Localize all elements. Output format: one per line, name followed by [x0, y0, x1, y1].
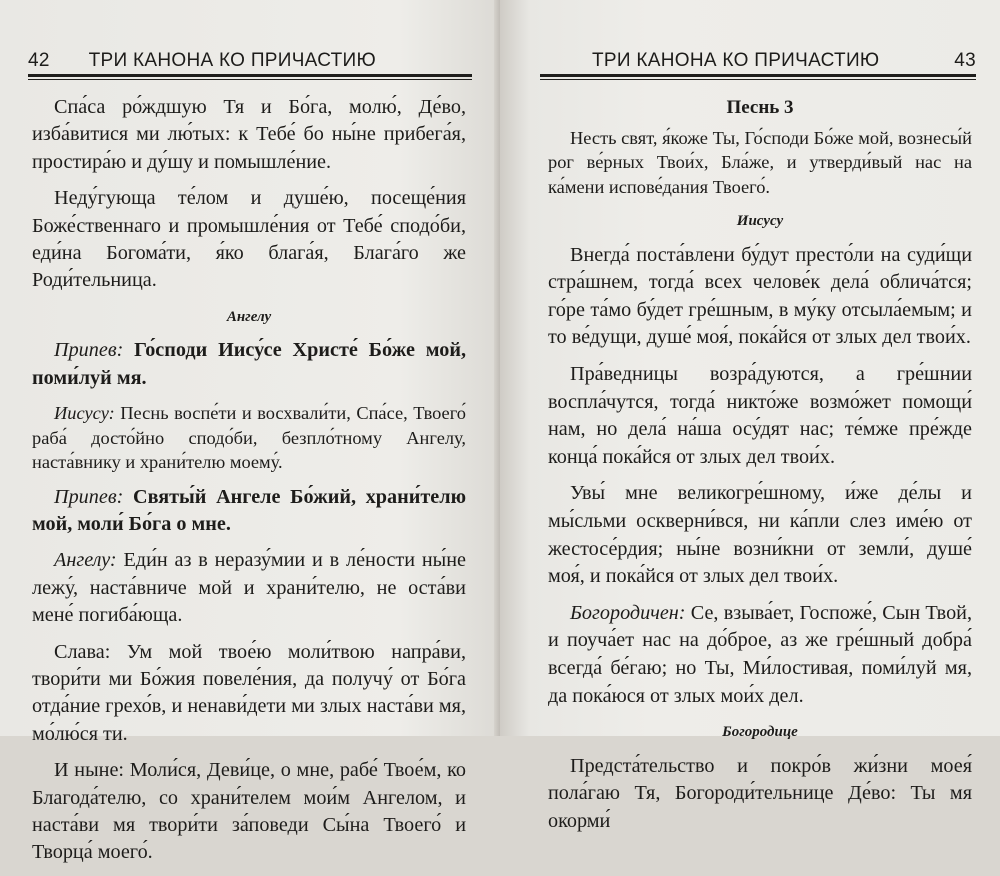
- right-page-header: [540, 44, 976, 72]
- troparion-jesus: [32, 401, 466, 475]
- left-page: [0, 0, 500, 864]
- verse-text: Ум мой твое́ю моли́твою напра́ви, твори́ти ми Бо́жия повеле́ния, да получу́ от Бо́га отда́ние грехо́в, и ненави́дети ми злых наста́ви мя, мо́лю́ся ти.: [32, 640, 467, 745]
- verse-label: И ныне:: [54, 759, 125, 782]
- header-rule-thin: [540, 79, 976, 80]
- verse-label: Иисусу:: [54, 403, 115, 424]
- refrain-1: [32, 337, 466, 392]
- verse-label: Ангелу:: [54, 549, 117, 572]
- verse-label: Слава:: [54, 640, 111, 663]
- header-rule-thin: [28, 79, 472, 80]
- verse-label: Богородичен:: [570, 601, 686, 624]
- paragraph: Спа́са ро́ждшую Тя и Бо́га, молю́, Де́во, изба́витися ми лю́тых: к Тебе́ бо ны́не прибега́я, простира́ю и ду́шу и помышле́ние.: [32, 96, 466, 173]
- paragraph: Неду́гующа те́лом и душе́ю, посеще́ния Боже́ственнаго и промышле́ния от Тебе́ сподо́би, еди́на Богома́ти, я́ко блага́я, Блага́го же Роди́тельница.: [32, 187, 466, 292]
- theotokion: [548, 600, 972, 710]
- right-page-text: [548, 94, 972, 845]
- paragraph: Предста́тельство и покро́в жи́зни моея́ пола́гаю Тя, Богороди́тельнице Де́во: Ты мя окорми́: [548, 754, 972, 832]
- irmos: Несть свят, я́коже Ты, Го́споди Бо́же мой, вознесы́й рог ве́рных Твои́х, Бла́же, и утверди́вый нас на ка́мени испове́дания Твоего́.: [548, 127, 972, 197]
- now-verse: [32, 757, 466, 867]
- section-heading-angel: Ангелу: [226, 308, 272, 325]
- paragraph: Пра́ведницы возра́дуются, а гре́шнии воспла́чутся, тогда́ никто́же возмо́жет помощи́ нам, но дела́ на́ша осу́дят нас; те́мже пре́жде конца́ пока́йся от злых дел твои́х.: [548, 363, 972, 468]
- running-title-left: ТРИ КАНОНА КО ПРИЧАСТИЮ: [88, 50, 376, 71]
- right-page: [500, 0, 1000, 832]
- glory-verse: [32, 639, 466, 749]
- refrain-2: [32, 484, 466, 539]
- verse-text: Еди́н аз в неразу́мии и в ле́ности ны́не лежу́, наста́вниче мой и храни́телю, не оста́ви мене́ погиба́юща.: [32, 549, 466, 627]
- header-rule-thick: [28, 74, 472, 77]
- refrain-label: Припев:: [54, 339, 124, 362]
- verse-text: Се, взыва́ет, Госпоже́, Сын Твой, и поуча́ет нас на до́брое, аз же гре́шный добра́ всегда́ бе́гаю; но Ты, Ми́лостивая, поми́луй мя, да пока́юся от злых мои́х дел.: [548, 601, 973, 707]
- verse-text: Песнь воспе́ти и восхвали́ти, Спа́се, Твоего́ раба́ досто́йно сподо́би, безпло́тному Ангелу, наста́внику и храни́телю моему́.: [32, 403, 466, 473]
- section-heading-jesus: Иисусу: [736, 213, 784, 230]
- page-number-left: 42: [28, 50, 50, 71]
- refrain-label: Припев:: [54, 485, 124, 508]
- paragraph: Внегда́ поста́влени бу́дут престо́ли на суди́щи стра́шнем, тогда́ всех челове́к дела́ облича́тся; го́ре та́мо бу́дет гре́шным, в му́ку отсыла́емым; и то ве́дущи, душе́ моя́, пока́йся от злых дел твои́х.: [548, 243, 972, 349]
- running-title-right: ТРИ КАНОНА КО ПРИЧАСТИЮ: [592, 50, 880, 71]
- refrain-text: Го́споди Иису́се Христе́ Бо́же мой, поми́луй мя.: [32, 339, 467, 389]
- verse-text: Моли́ся, Деви́це, о мне, рабе́ Твое́м, ко Благода́телю, со храни́телем мои́м Ангелом, и наста́ви мя твори́ти за́поведи Сы́на Твоего́ и Творца́ моего́.: [32, 759, 466, 864]
- paragraph: Увы́ мне великогре́шному, и́же де́лы и мы́сльми оскверни́вся, ни ка́пли слез име́ю от жестосе́рдия; ны́не возни́кни от земли́, душе́ моя́, и пока́йся от злых дел твои́х.: [548, 482, 972, 588]
- left-page-header: [28, 44, 472, 72]
- troparion-angel: [32, 547, 466, 629]
- refrain-text: Святы́й Ангеле Бо́жий, храни́телю мой, моли́ Бо́га о мне.: [32, 485, 466, 535]
- left-page-text: [32, 94, 466, 876]
- page-number-right: 43: [954, 50, 976, 71]
- header-rule-thick: [540, 74, 976, 77]
- song-heading: Песнь 3: [726, 97, 794, 118]
- section-heading-theotokos: Богородице: [722, 724, 798, 741]
